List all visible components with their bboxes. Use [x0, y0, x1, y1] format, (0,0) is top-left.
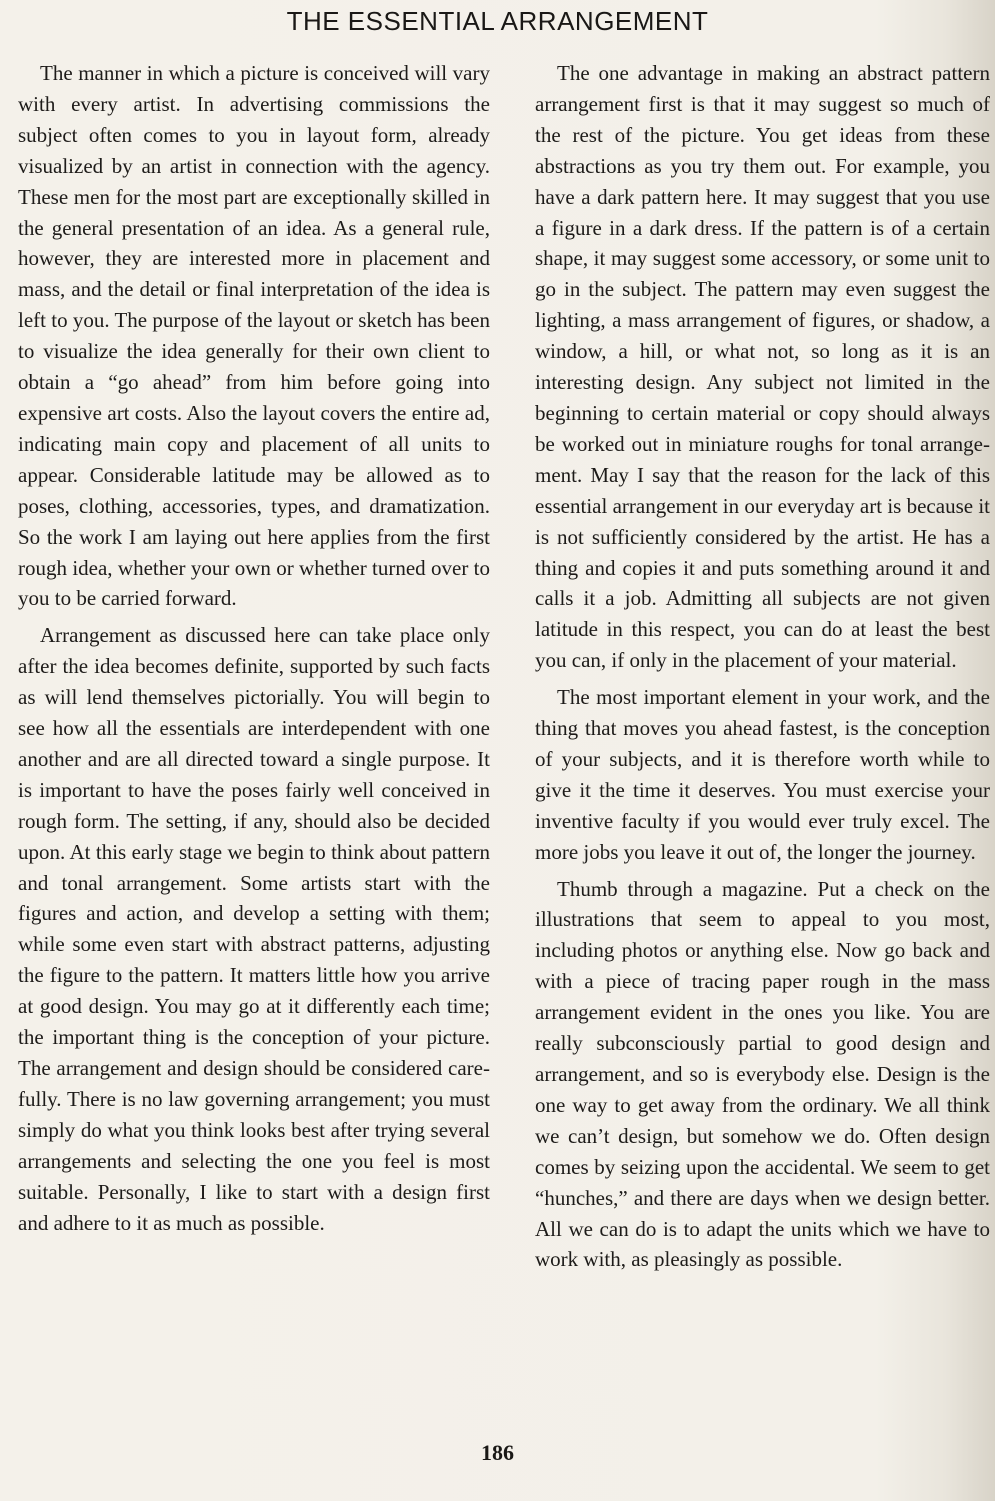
page-title: THE ESSENTIAL ARRANGEMENT: [286, 6, 709, 36]
paragraph: The most important element in your work, and the thing that moves you ahead fastest, is the conception of your subjects, and it is therefore worth while to give it the time it deserves. You must exercise your inventive faculty if you would ever truly excel. The more jobs you leave it out of, the longer the journey.: [535, 685, 990, 864]
page-number: 186: [481, 1440, 514, 1465]
left-column: [18, 58, 490, 1244]
paragraph: The one advantage in making an abstract pattern arrangement first is that it may suggest so much of the rest of the picture. You get ideas from these abstractions as you try them out. For example, you have a dark pattern here. It may suggest that you use a figure in a dark dress. If the pattern is of a certain shape, it may suggest some accessory, or some unit to go in the subject. The pattern may even suggest the lighting, a mass arrangement of figures, or shadow, a window, a hill, or what not, so long as it is an interesting design. Any subject not limited in the beginning to certain material or copy should always be worked out in miniature roughs for tonal arrangement. May I say that the reason for the lack of this essential arrangement in our everyday art is because it is not sufficiently considered by the artist. He has a thing and copies it and puts something around it and calls it a job. Admitting all subjects are not given latitude in this respect, you can do at least the best you can, if only in the placement of your material.: [535, 61, 990, 673]
paragraph: The manner in which a picture is conceived will vary with every artist. In advertising commissions the subject often comes to you in layout form, already visualized by an artist in connection with the agency. These men for the most part are exceptionally skilled in the general presentation of an idea. As a general rule, however, they are interested more in placement and mass, and the detail or final interpretation of the idea is left to you. The purpose of the layout or sketch has been to visualize the idea generally for their own client to obtain a “go ahead” from him before going into expensive art costs. Also the layout covers the entire ad, indicating main copy and placement of all units to appear. Considerable latitude may be allowed as to poses, clothing, accessories, types, and dramatization. So the work I am laying out here applies from the first rough idea, whether your own or whether turned over to you to be carried forward.: [18, 61, 490, 611]
paragraph: Thumb through a magazine. Put a check on the illustrations that seem to appeal to you most, including photos or anything else. Now go back and with a piece of tracing paper rough in the mass arrangement evident in the ones you like. You are really subconsciously partial to good design and arrangement, and so is everybody else. Design is the one way to get away from the ordinary. We all think we can’t design, but somehow we do. Often design comes by seizing upon the accidental. We seem to get “hunches,” and there are days when we design better. All we can do is to adapt the units which we have to work with, as pleasingly as possible.: [535, 876, 990, 1272]
right-column: [535, 58, 990, 1281]
paragraph: Arrangement as discussed here can take place only after the idea becomes definite, supported by such facts as will lend themselves pictorially. You will begin to see how all the essentials are interdependent with one another and are all directed toward a single purpose. It is important to have the poses fairly well conceived in rough form. The setting, if any, should also be decided upon. At this early stage we begin to think about pattern and tonal arrangement. Some artists start with the figures and action, and develop a setting with them; while some even start with abstract patterns, adjusting the figure to the pattern. It matters little how you arrive at good design. You may go at it differently each time; the important thing is the conception of your picture. The arrangement and design should be considered carefully. There is no law governing arrangement; you must simply do what you think looks best after trying several arrangements and selecting the one you feel is most suitable. Personally, I like to start with a design first and adhere to it as much as possible.: [18, 623, 490, 1235]
